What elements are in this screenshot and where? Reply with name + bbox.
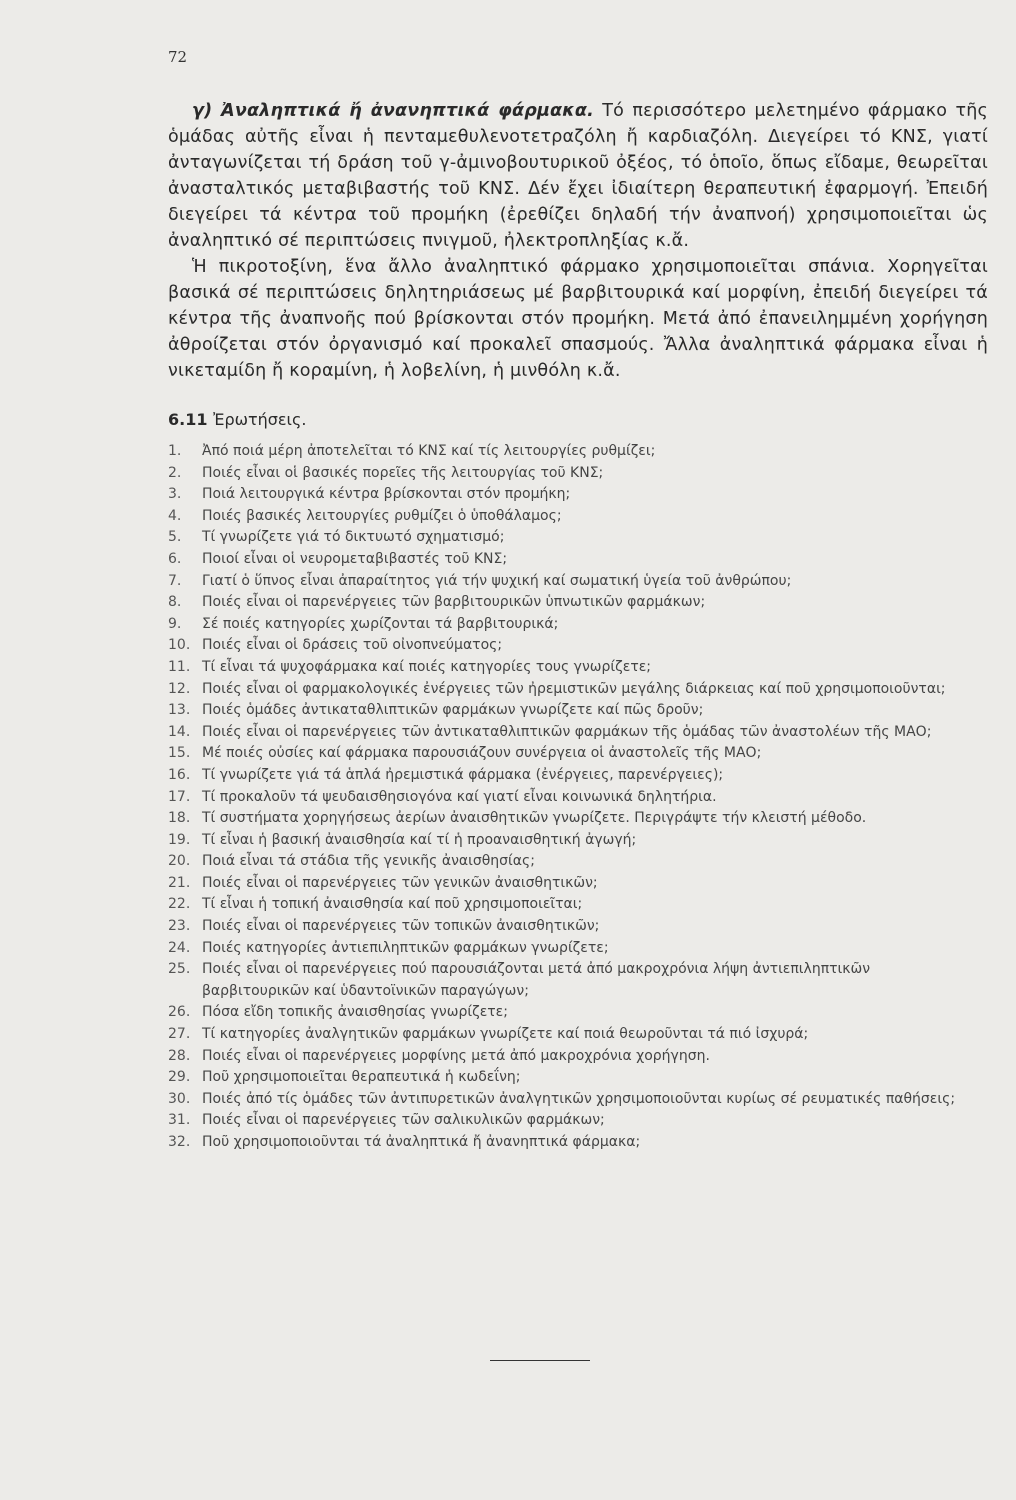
question-text: Ποιές εἶναι οἱ παρενέργειες τῶν ἀντικαταθλιπτικῶν φαρμάκων τῆς ὁμάδας τῶν ἀναστολέων τῆς ΜΑΟ;: [202, 723, 932, 740]
question-text: Τί συστήματα χορηγήσεως ἀερίων ἀναισθητικῶν γνωρίζετε. Περιγράψτε τήν κλειστή μέθοδο.: [202, 810, 867, 827]
list-item: [168, 463, 988, 485]
question-number: 26.: [168, 1004, 191, 1021]
question-number: 5.: [168, 529, 182, 546]
question-number: 18.: [168, 810, 191, 827]
question-number: 3.: [168, 486, 182, 503]
question-number: 19.: [168, 831, 191, 848]
paragraph-heading: γ) Ἀναληπτικά ἤ ἀνανηπτικά φάρμακα.: [192, 101, 594, 121]
question-number: 28.: [168, 1047, 191, 1064]
question-text: Ποιές εἶναι οἱ δράσεις τοῦ οἰνοπνεύματος;: [202, 637, 503, 654]
list-item: [168, 1002, 988, 1024]
question-text: Σέ ποιές κατηγορίες χωρίζονται τά βαρβιτουρικά;: [202, 615, 559, 632]
list-item: [168, 765, 988, 787]
question-number: 15.: [168, 745, 191, 762]
question-text: Τί εἶναι ἡ τοπική ἀναισθησία καί ποῦ χρησιμοποιεῖται;: [202, 896, 583, 913]
question-text: Ποιές κατηγορίες ἀντιεπιληπτικῶν φαρμάκων γνωρίζετε;: [202, 939, 609, 956]
list-item: [168, 873, 988, 895]
section-label: Ἐρωτήσεις.: [213, 410, 307, 429]
list-item: [168, 1110, 988, 1132]
question-number: 11.: [168, 658, 191, 675]
question-text: Ποιές εἶναι οἱ φαρμακολογικές ἐνέργειες τῶν ἠρεμιστικῶν μεγάλης διάρκειας καί ποῦ χρησιμοποιοῦνται;: [202, 680, 946, 697]
question-number: 2.: [168, 464, 182, 481]
question-number: 10.: [168, 637, 191, 654]
question-text: Ποιές εἶναι οἱ παρενέργειες πού παρουσιάζονται μετά ἀπό μακροχρόνια λήψη ἀντιεπιληπτικῶν βαρβιτουρικῶν καί ὑδαντοϊνικῶν παραγώγων;: [202, 961, 871, 999]
question-text: Ἀπό ποιά μέρη ἀποτελεῖται τό ΚΝΣ καί τίς λειτουργίες ρυθμίζει;: [202, 443, 656, 459]
question-number: 4.: [168, 507, 182, 524]
question-text: Τί γνωρίζετε γιά τό δικτυωτό σχηματισμό;: [202, 529, 505, 546]
list-item: [168, 679, 988, 701]
question-text: Τί κατηγορίες ἀναλγητικῶν φαρμάκων γνωρίζετε καί ποιά θεωροῦνται τά πιό ἰσχυρά;: [202, 1026, 809, 1043]
list-item: [168, 614, 988, 636]
question-number: 16.: [168, 766, 191, 783]
list-item: [168, 592, 988, 614]
question-number: 17.: [168, 788, 191, 805]
end-rule: [490, 1360, 590, 1361]
list-item: [168, 722, 988, 744]
list-item: [168, 808, 988, 830]
paragraph-analeptics: [168, 98, 988, 254]
question-number: 30.: [168, 1090, 191, 1107]
page-number: 72: [168, 48, 188, 66]
list-item: [168, 743, 988, 765]
list-item: [168, 894, 988, 916]
list-item: [168, 700, 988, 722]
question-text: Τί εἶναι τά ψυχοφάρμακα καί ποιές κατηγορίες τους γνωρίζετε;: [202, 658, 652, 675]
question-number: 14.: [168, 723, 191, 740]
list-item: [168, 1067, 988, 1089]
list-item: [168, 938, 988, 960]
question-text: Τί γνωρίζετε γιά τά ἁπλά ἠρεμιστικά φάρμακα (ἐνέργειες, παρενέργειες);: [202, 766, 724, 783]
question-text: Ποιά εἶναι τά στάδια τῆς γενικῆς ἀναισθησίας;: [202, 853, 535, 870]
question-number: 1.: [168, 443, 182, 459]
question-number: 12.: [168, 680, 191, 697]
question-text: Ποιές εἶναι οἱ παρενέργειες τῶν βαρβιτουρικῶν ὑπνωτικῶν φαρμάκων;: [202, 594, 706, 611]
list-item: [168, 959, 988, 1002]
list-item: [168, 830, 988, 852]
list-item: [168, 1046, 988, 1068]
list-item: [168, 506, 988, 528]
question-text: Τί εἶναι ἡ βασική ἀναισθησία καί τί ἡ προαναισθητική ἀγωγή;: [202, 831, 637, 848]
question-text: Ποιές εἶναι οἱ παρενέργειες τῶν τοπικῶν ἀναισθητικῶν;: [202, 918, 600, 935]
question-number: 29.: [168, 1069, 191, 1086]
questions-list: [168, 441, 988, 1154]
question-text: Ποιές εἶναι οἱ βασικές πορεῖες τῆς λειτουργίας τοῦ ΚΝΣ;: [202, 464, 604, 481]
question-text: Ποιά λειτουργικά κέντρα βρίσκονται στόν προμήκη;: [202, 486, 571, 503]
list-item: [168, 657, 988, 679]
question-number: 13.: [168, 702, 191, 719]
question-number: 24.: [168, 939, 191, 956]
question-number: 21.: [168, 874, 191, 891]
question-text: Ποιές ἀπό τίς ὁμάδες τῶν ἀντιπυρετικῶν ἀναλγητικῶν χρησιμοποιοῦνται κυρίως σέ ρευματικές παθήσεις;: [202, 1090, 956, 1107]
question-text: Γιατί ὁ ὕπνος εἶναι ἀπαραίτητος γιά τήν ψυχική καί σωματική ὑγεία τοῦ ἀνθρώπου;: [202, 572, 792, 589]
question-number: 23.: [168, 918, 191, 935]
list-item: [168, 851, 988, 873]
question-number: 9.: [168, 615, 182, 632]
question-number: 22.: [168, 896, 191, 913]
question-text: Ποῦ χρησιμοποιεῖται θεραπευτικά ἡ κωδεΐνη;: [202, 1069, 521, 1086]
question-text: Ποιές βασικές λειτουργίες ρυθμίζει ὁ ὑποθάλαμος;: [202, 507, 562, 524]
question-text: Ποιές εἶναι οἱ παρενέργειες τῶν σαλικυλικῶν φαρμάκων;: [202, 1112, 605, 1129]
list-item: [168, 1089, 988, 1111]
list-item: [168, 484, 988, 506]
list-item: [168, 1132, 988, 1154]
section-number: 6.11: [168, 410, 208, 429]
question-number: 27.: [168, 1026, 191, 1043]
question-text: Ποιές εἶναι οἱ παρενέργειες μορφίνης μετά ἀπό μακροχρόνια χορήγηση.: [202, 1047, 710, 1064]
section-title: [168, 410, 988, 429]
question-text: Ποῦ χρησιμοποιοῦνται τά ἀναληπτικά ἤ ἀνανηπτικά φάρμακα;: [202, 1134, 641, 1150]
list-item: [168, 787, 988, 809]
question-text: Ποιοί εἶναι οἱ νευρομεταβιβαστές τοῦ ΚΝΣ;: [202, 550, 508, 567]
question-number: 8.: [168, 594, 182, 611]
question-number: 32.: [168, 1134, 191, 1150]
question-text: Ποιές εἶναι οἱ παρενέργειες τῶν γενικῶν ἀναισθητικῶν;: [202, 874, 598, 891]
list-item: [168, 527, 988, 549]
question-number: 6.: [168, 550, 182, 567]
question-text: Ποιές ὁμάδες ἀντικαταθλιπτικῶν φαρμάκων γνωρίζετε καί πῶς δροῦν;: [202, 702, 704, 719]
list-item: [168, 1024, 988, 1046]
list-item: [168, 549, 988, 571]
question-text: Μέ ποιές οὐσίες καί φάρμακα παρουσιάζουν συνέργεια οἱ ἀναστολεῖς τῆς ΜΑΟ;: [202, 745, 762, 762]
list-item: [168, 916, 988, 938]
question-number: 31.: [168, 1112, 191, 1129]
question-text: Τί προκαλοῦν τά ψευδαισθησιογόνα καί γιατί εἶναι κοινωνικά δηλητήρια.: [202, 788, 717, 805]
body-text: [168, 98, 988, 1154]
paragraph-picrotoxin: Ἡ πικροτοξίνη, ἕνα ἄλλο ἀναληπτικό φάρμακο χρησιμοποιεῖται σπάνια. Χορηγεῖται βασικά σέ περιπτώσεις δηλητηριάσεως μέ βαρβιτουρικά καί μορφίνη, ἐπειδή διεγείρει τά κέντρα τῆς ἀναπνοῆς πού βρίσκονται στόν προμήκη. Μετά ἀπό ἐπανειλημμένη χορήγηση ἀθροίζεται στόν ὀργανισμό καί προκαλεῖ σπασμούς. Ἄλλα ἀναληπτικά φάρμακα εἶναι ἡ νικεταμίδη ἤ κοραμίνη, ἡ λοβελίνη, ἡ μινθόλη κ.ἄ.: [168, 257, 988, 381]
question-number: 7.: [168, 572, 182, 589]
question-number: 25.: [168, 961, 191, 978]
list-item: [168, 571, 988, 593]
question-number: 20.: [168, 853, 191, 870]
paragraph-text: Τό περισσότερο μελετημένο φάρμακο τῆς ὁμάδας αὐτῆς εἶναι ἡ πενταμεθυλενοτετραζόλη ἤ καρδιαζόλη. Διεγείρει τό ΚΝΣ, γιατί ἀνταγωνίζεται τή δράση τοῦ γ-ἀμινοβουτυρικοῦ ὀξέος, τό ὁποῖο, ὅπως εἴδαμε, θεωρεῖται ἀνασταλτικός μεταβιβαστής τοῦ ΚΝΣ. Δέν ἔχει ἰδιαίτερη θεραπευτική ἐφαρμογή. Ἐπειδή διεγείρει τά κέντρα τοῦ προμήκη (ἐρεθίζει δηλαδή τήν ἀναπνοή) χρησιμοποιεῖται ὡς ἀναληπτικό σέ περιπτώσεις πνιγμοῦ, ἠλεκτροπληξίας κ.ἄ.: [168, 101, 988, 251]
list-item: [168, 635, 988, 657]
list-item: [168, 441, 988, 463]
question-text: Πόσα εἴδη τοπικῆς ἀναισθησίας γνωρίζετε;: [202, 1004, 508, 1021]
